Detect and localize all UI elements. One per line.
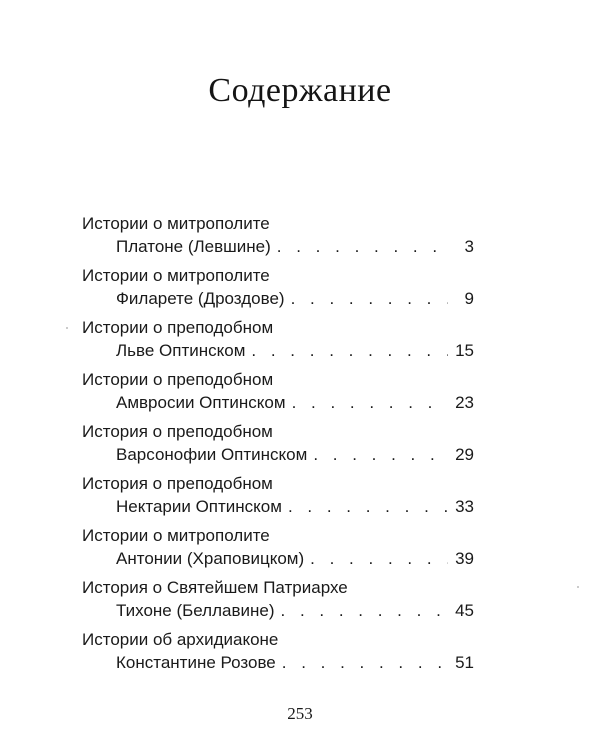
dot-leader: [313, 444, 448, 466]
toc-page-number: 33: [455, 497, 474, 516]
toc-entry: [82, 421, 474, 473]
toc-entry-subject: Константине Розове: [116, 653, 276, 672]
dot-leader: [282, 652, 448, 674]
toc-entry: [82, 525, 474, 577]
toc-page-number: 23: [455, 393, 474, 412]
toc-entry-subject: Филарете (Дроздове): [116, 289, 285, 308]
dot-leader: [281, 600, 449, 622]
toc-entry-heading: История о преподобном: [82, 474, 273, 493]
toc-page-number: 39: [455, 549, 474, 568]
toc-entry-subject: Нектарии Оптинском: [116, 497, 282, 516]
toc-entry-subject: Льве Оптинском: [116, 341, 246, 360]
table-of-contents: [82, 213, 474, 681]
toc-entry-heading: Истории о преподобном: [82, 370, 274, 389]
page-title: Содержание: [208, 72, 392, 109]
toc-entry-heading: Истории о преподобном: [82, 318, 274, 337]
toc-page-number: 15: [455, 341, 474, 360]
toc-page-number: 9: [464, 289, 474, 308]
toc-page-number: 29: [455, 445, 474, 464]
toc-page-number: 3: [464, 237, 474, 256]
toc-entry-subject: Варсонофии Оптинском: [116, 445, 308, 464]
toc-entry: [82, 317, 474, 369]
paper-speck: [66, 327, 68, 329]
dot-leader: [288, 496, 448, 518]
page-number: 253: [287, 704, 313, 723]
toc-entry: [82, 369, 474, 421]
toc-entry-heading: Истории об архидиаконе: [82, 630, 279, 649]
toc-entry: [82, 473, 474, 525]
toc-page-number: 51: [455, 653, 474, 672]
dot-leader: [277, 236, 448, 258]
toc-entry-subject: Антонии (Храповицком): [116, 549, 305, 568]
toc-entry: [82, 265, 474, 317]
toc-entry-heading: История о Святейшем Патриархе: [82, 578, 348, 597]
toc-entry-heading: История о преподобном: [82, 422, 273, 441]
dot-leader: [310, 548, 448, 570]
toc-entry: [82, 629, 474, 681]
toc-entry-subject: Амвросии Оптинском: [116, 393, 286, 412]
dot-leader: [292, 392, 448, 414]
toc-entry-heading: Истории о митрополите: [82, 526, 270, 545]
toc-entry-heading: Истории о митрополите: [82, 266, 270, 285]
toc-entry: [82, 213, 474, 265]
toc-page-number: 45: [455, 601, 474, 620]
paper-speck: [577, 586, 579, 588]
toc-entry-heading: Истории о митрополите: [82, 214, 270, 233]
toc-entry: [82, 577, 474, 629]
dot-leader: [251, 340, 448, 362]
toc-entry-subject: Тихоне (Беллавине): [116, 601, 275, 620]
dot-leader: [291, 288, 448, 310]
toc-entry-subject: Платоне (Левшине): [116, 237, 271, 256]
